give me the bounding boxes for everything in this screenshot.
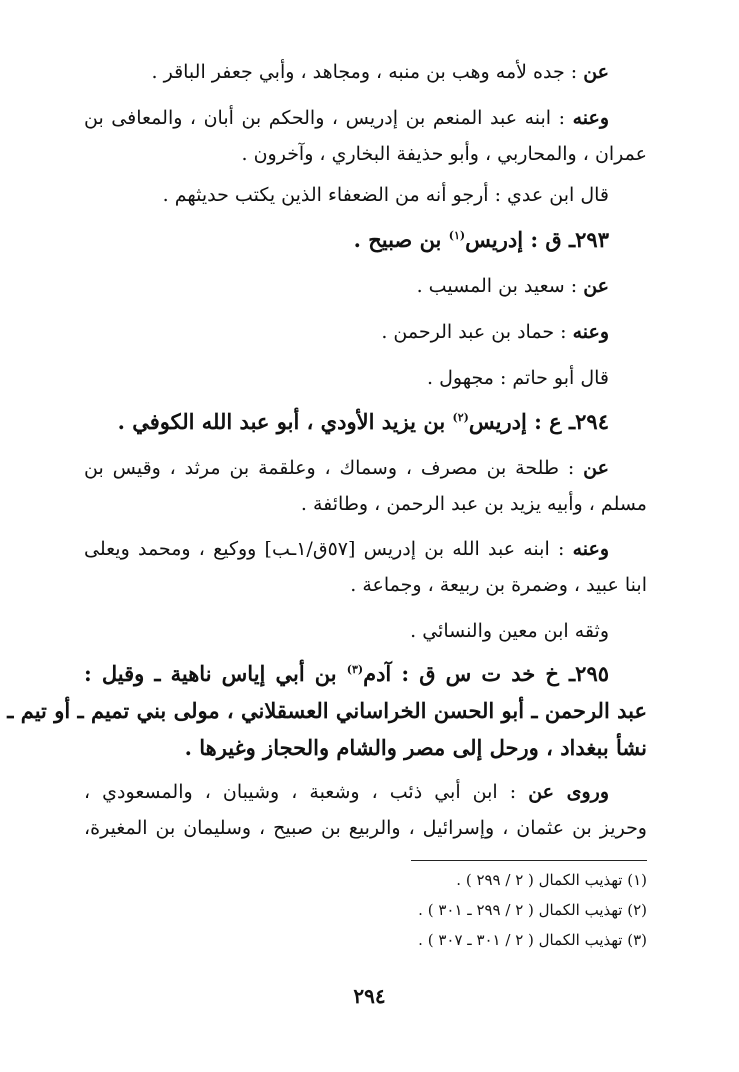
e295-rawa-line-1 xyxy=(84,778,609,806)
wa-label: وعنه xyxy=(572,107,609,129)
an-label: عن xyxy=(583,61,609,83)
heading-295-post: بن أبي إياس ناهية ـ وقيل : xyxy=(84,661,347,686)
rawa-label: وروى عن xyxy=(528,781,609,803)
heading-295-line-1 xyxy=(84,660,609,688)
an-label: عن xyxy=(583,457,609,479)
e294-an-line-2: مسلم ، وأبيه يزيد بن عبد الرحمن ، وطائفة . xyxy=(300,493,647,515)
e293-an-line xyxy=(84,272,609,300)
footnote-ref-1[interactable]: (١) xyxy=(448,229,466,242)
wa-label: وعنه xyxy=(572,321,609,343)
heading-295-pre: ٢٩٥ـ خ خد ت س ق : آدم xyxy=(363,661,610,686)
footnote-ref-3[interactable]: (٣) xyxy=(346,663,364,676)
prev-qala-line: قال ابن عدي : أرجو أنه من الضعفاء الذين يكتب حديثهم . xyxy=(162,184,609,206)
prev-wa-line-2: عمران ، والمحاربي ، وأبو حذيفة البخاري ، وآخرون . xyxy=(241,143,647,165)
heading-294-post: بن يزيد الأودي ، أبو عبد الله الكوفي . xyxy=(117,409,453,434)
footnote-1: (١) تهذيب الكمال ( ٢ / ٢٩٩ ) . xyxy=(456,871,647,889)
prev-wa-text-1: : ابنه عبد المنعم بن إدريس ، والحكم بن أبان ، والمعافى بن xyxy=(84,107,566,129)
e293-wa-text: : حماد بن عبد الرحمن . xyxy=(381,321,567,343)
footnote-2: (٢) تهذيب الكمال ( ٢ / ٢٩٩ ـ ٣٠١ ) . xyxy=(418,901,647,919)
e294-an-text-1: : طلحة بن مصرف ، وسماك ، وعلقمة بن مرثد ، وقيس بن xyxy=(84,457,575,479)
heading-294 xyxy=(84,408,609,436)
e295-rawa-line-2: وحريز بن عثمان ، وإسرائيل ، والربيع بن صبيح ، وسليمان بن المغيرة، xyxy=(84,817,647,839)
e294-wa-line-2: ابنا عبيد ، وضمرة بن ربيعة ، وجماعة . xyxy=(350,574,647,596)
e294-wa-text-1: : ابنه عبد الله بن إدريس [٥٧ق/١ـب] ووكيع ، ومحمد ويعلى xyxy=(84,538,565,560)
e294-an-line-1 xyxy=(84,454,609,482)
e294-wa-line-1 xyxy=(84,535,609,563)
wa-label: وعنه xyxy=(572,538,609,560)
heading-293-post: بن صبيح . xyxy=(353,227,449,252)
e293-wa-line xyxy=(84,318,609,346)
heading-294-pre: ٢٩٤ـ ع : إدريس xyxy=(468,409,609,434)
e295-rawa-text-1: : ابن أبي ذئب ، وشعبة ، وشيبان ، والمسعودي ، xyxy=(84,781,517,803)
prev-an-line xyxy=(84,58,609,86)
heading-295-line-3: نشأ ببغداد ، ورحل إلى مصر والشام والحجاز وغيرها . xyxy=(184,735,647,760)
e293-an-text: : سعيد بن المسيب . xyxy=(416,275,578,297)
e294-thiqa-line: وثقه ابن معين والنسائي . xyxy=(410,620,609,642)
footnote-3: (٣) تهذيب الكمال ( ٢ / ٣٠١ ـ ٣٠٧ ) . xyxy=(418,931,647,949)
footnote-separator xyxy=(411,860,647,861)
footnote-ref-2[interactable]: (٢) xyxy=(452,411,469,424)
heading-293 xyxy=(84,226,609,254)
page-number: ٢٩٤ xyxy=(353,984,386,1008)
prev-wa-line-1 xyxy=(84,104,609,132)
heading-293-pre: ٢٩٣ـ ق : إدريس xyxy=(465,227,609,252)
an-label: عن xyxy=(583,275,609,297)
heading-295-line-2: عبد الرحمن ـ أبو الحسن الخراساني العسقلاني ، مولى بني تميم ـ أو تيم ـ xyxy=(7,698,647,723)
prev-an-text: : جده لأمه وهب بن منبه ، ومجاهد ، وأبي جعفر الباقر . xyxy=(151,61,578,83)
e293-qala-line: قال أبو حاتم : مجهول . xyxy=(427,367,609,389)
